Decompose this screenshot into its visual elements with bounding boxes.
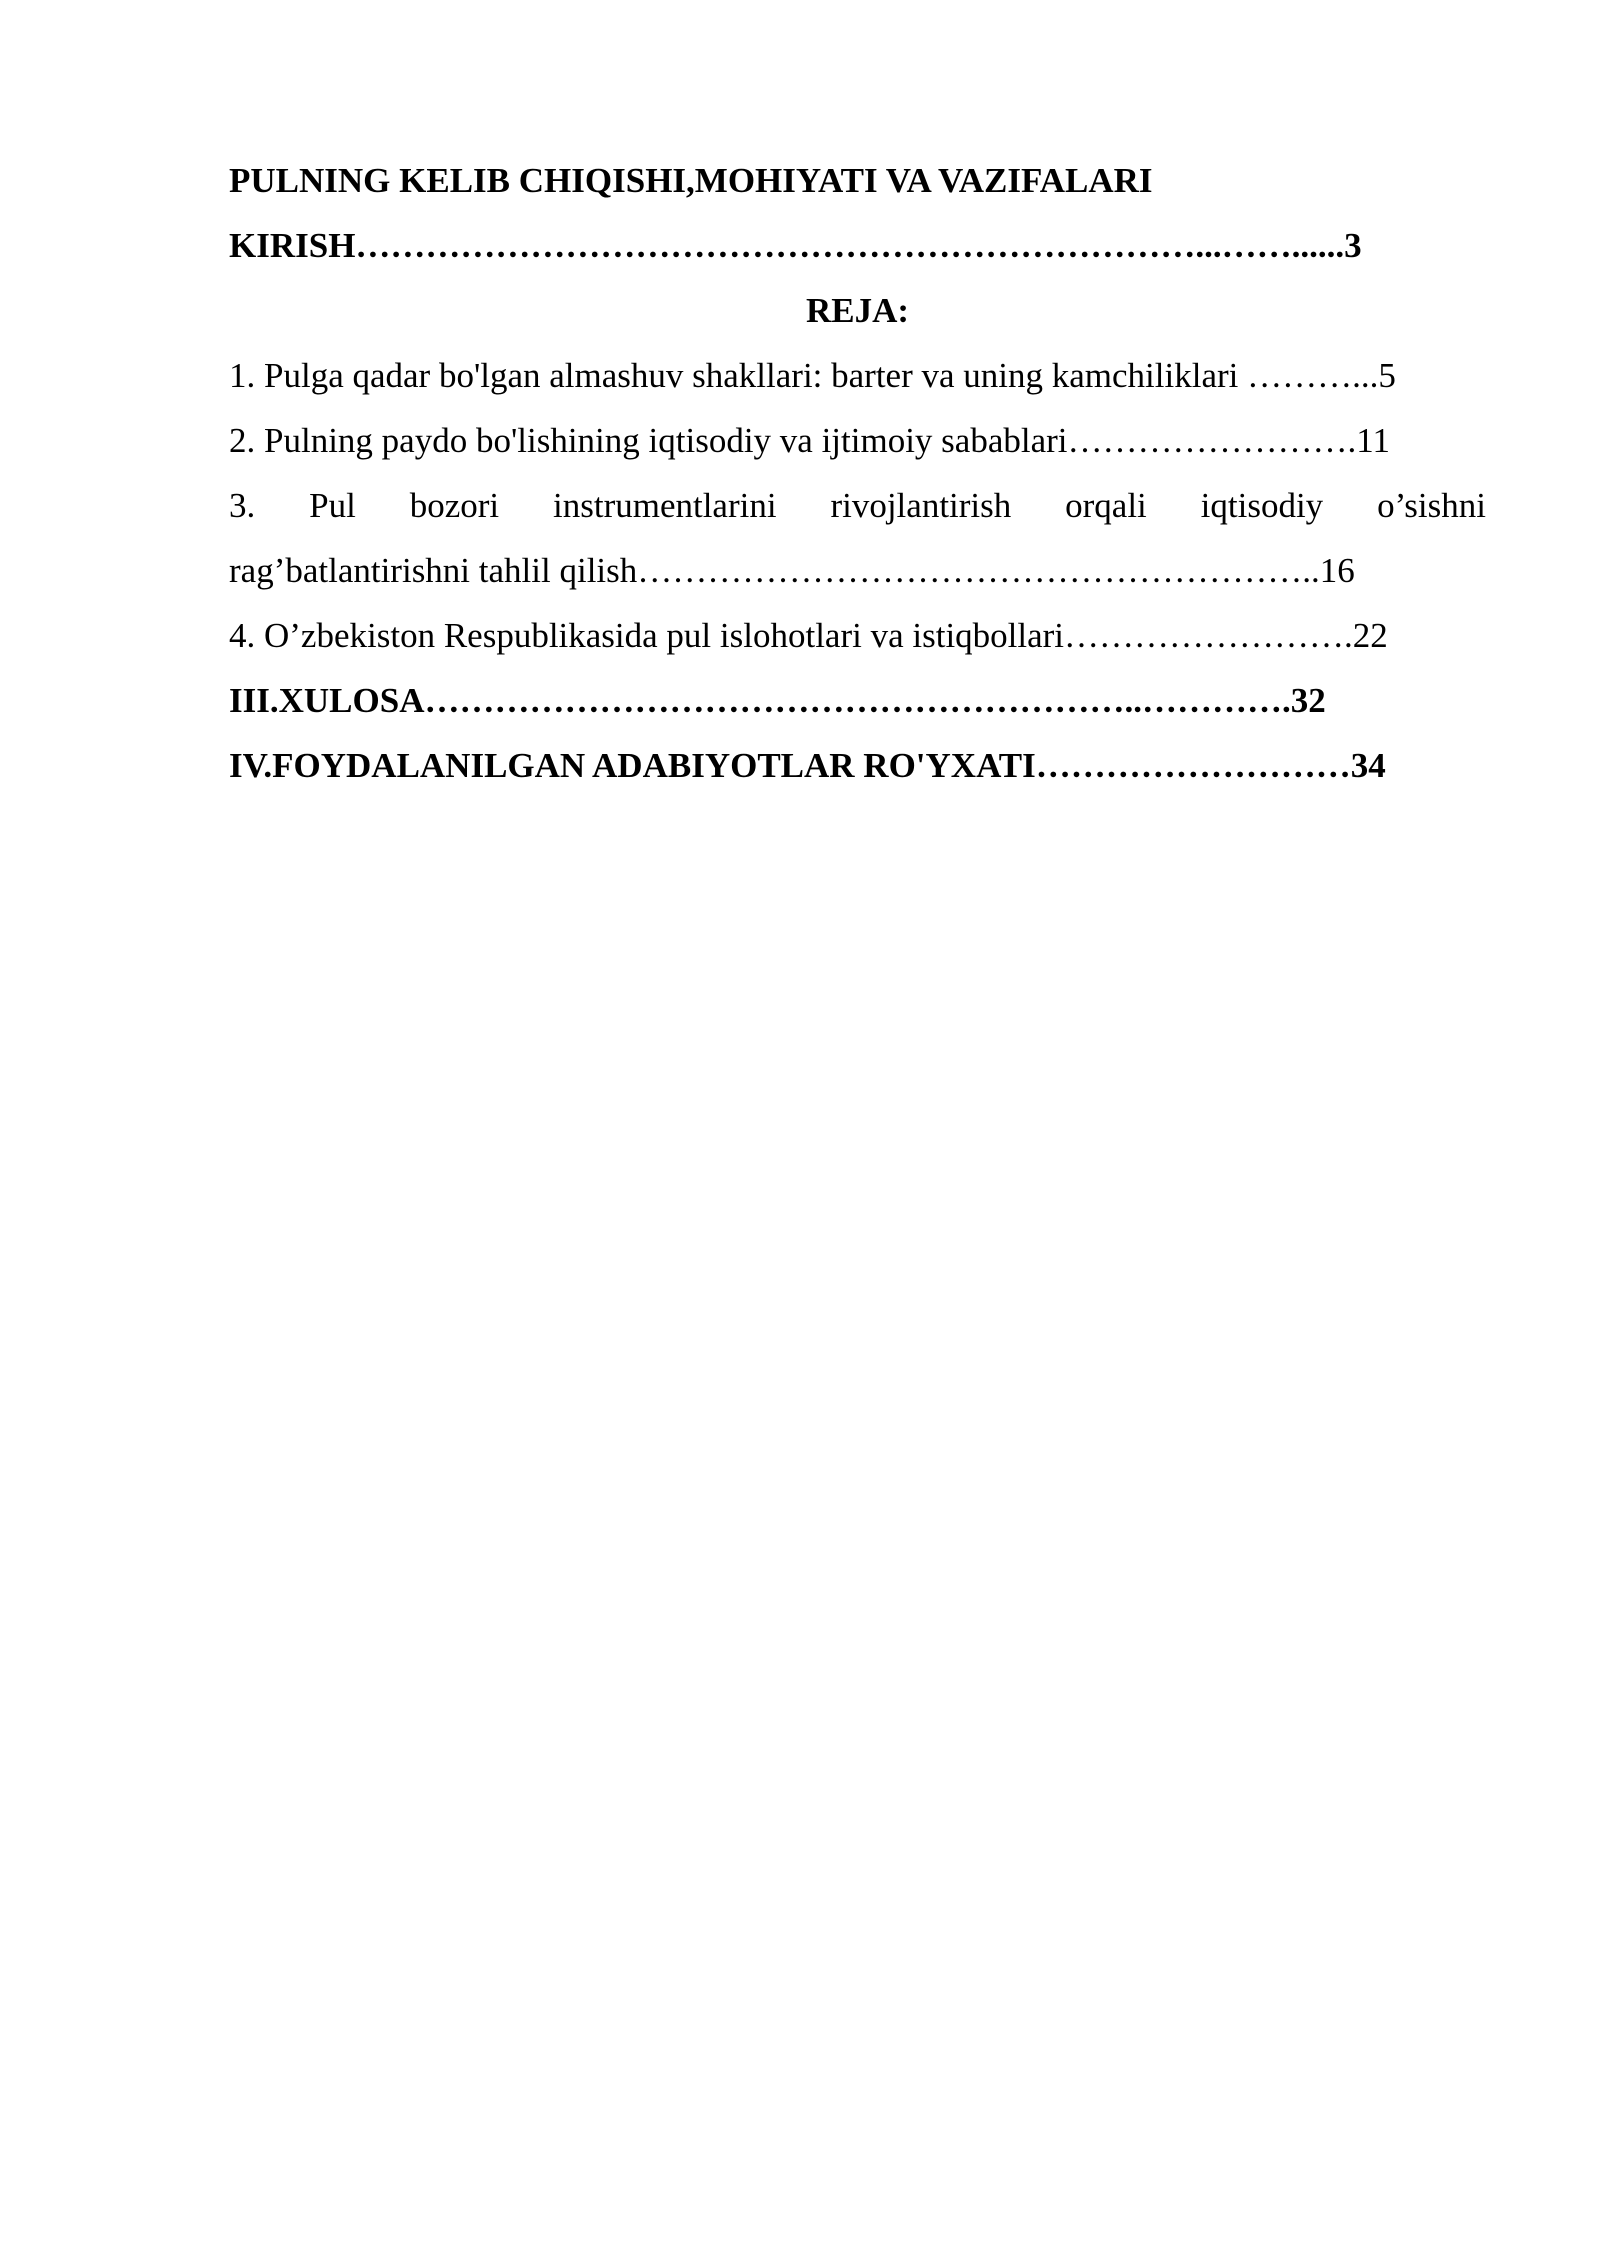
toc-entry-3-word: Pul (309, 486, 356, 525)
document-title: PULNING KELIB CHIQISHI,MOHIYATI VA VAZIFALARI (229, 161, 1153, 200)
toc-entry-3-word: iqtisodiy (1200, 486, 1324, 525)
toc-entry-3-word: o’sishni (1377, 486, 1486, 525)
toc-entry-3-line-2: rag’batlantirishni tahlil qilish…………………………………………………..16 (229, 551, 1355, 590)
table-of-contents (229, 148, 1486, 798)
toc-entry-3-word: orqali (1065, 486, 1147, 525)
toc-entry-1: 1. Pulga qadar bo'lgan almashuv shakllari: barter va uning kamchiliklari ………...5 (229, 356, 1396, 395)
toc-entry-2: 2. Pulning paydo bo'lishining iqtisodiy va ijtimoiy sabablari…………………….11 (229, 421, 1390, 460)
toc-entry-references: IV.FOYDALANILGAN ADABIYOTLAR RO'YXATI………………………34 (229, 746, 1386, 785)
toc-entry-3-word: 3. (229, 486, 256, 525)
toc-entry-4: 4. O’zbekiston Respublikasida pul islohotlari va istiqbollari…………………….22 (229, 616, 1388, 655)
toc-entry-kirish: KIRISH………………………………………………………………...……......3 (229, 226, 1362, 265)
toc-entry-3-word: rivojlantirish (830, 486, 1012, 525)
toc-entry-3-line-1 (229, 473, 1486, 538)
toc-entry-3-word: bozori (409, 486, 500, 525)
plan-heading: REJA: (805, 291, 910, 330)
toc-entry-3-word: instrumentlarini (553, 486, 777, 525)
toc-entry-xulosa: III.XULOSA……………………………………………………..………….32 (229, 681, 1326, 720)
